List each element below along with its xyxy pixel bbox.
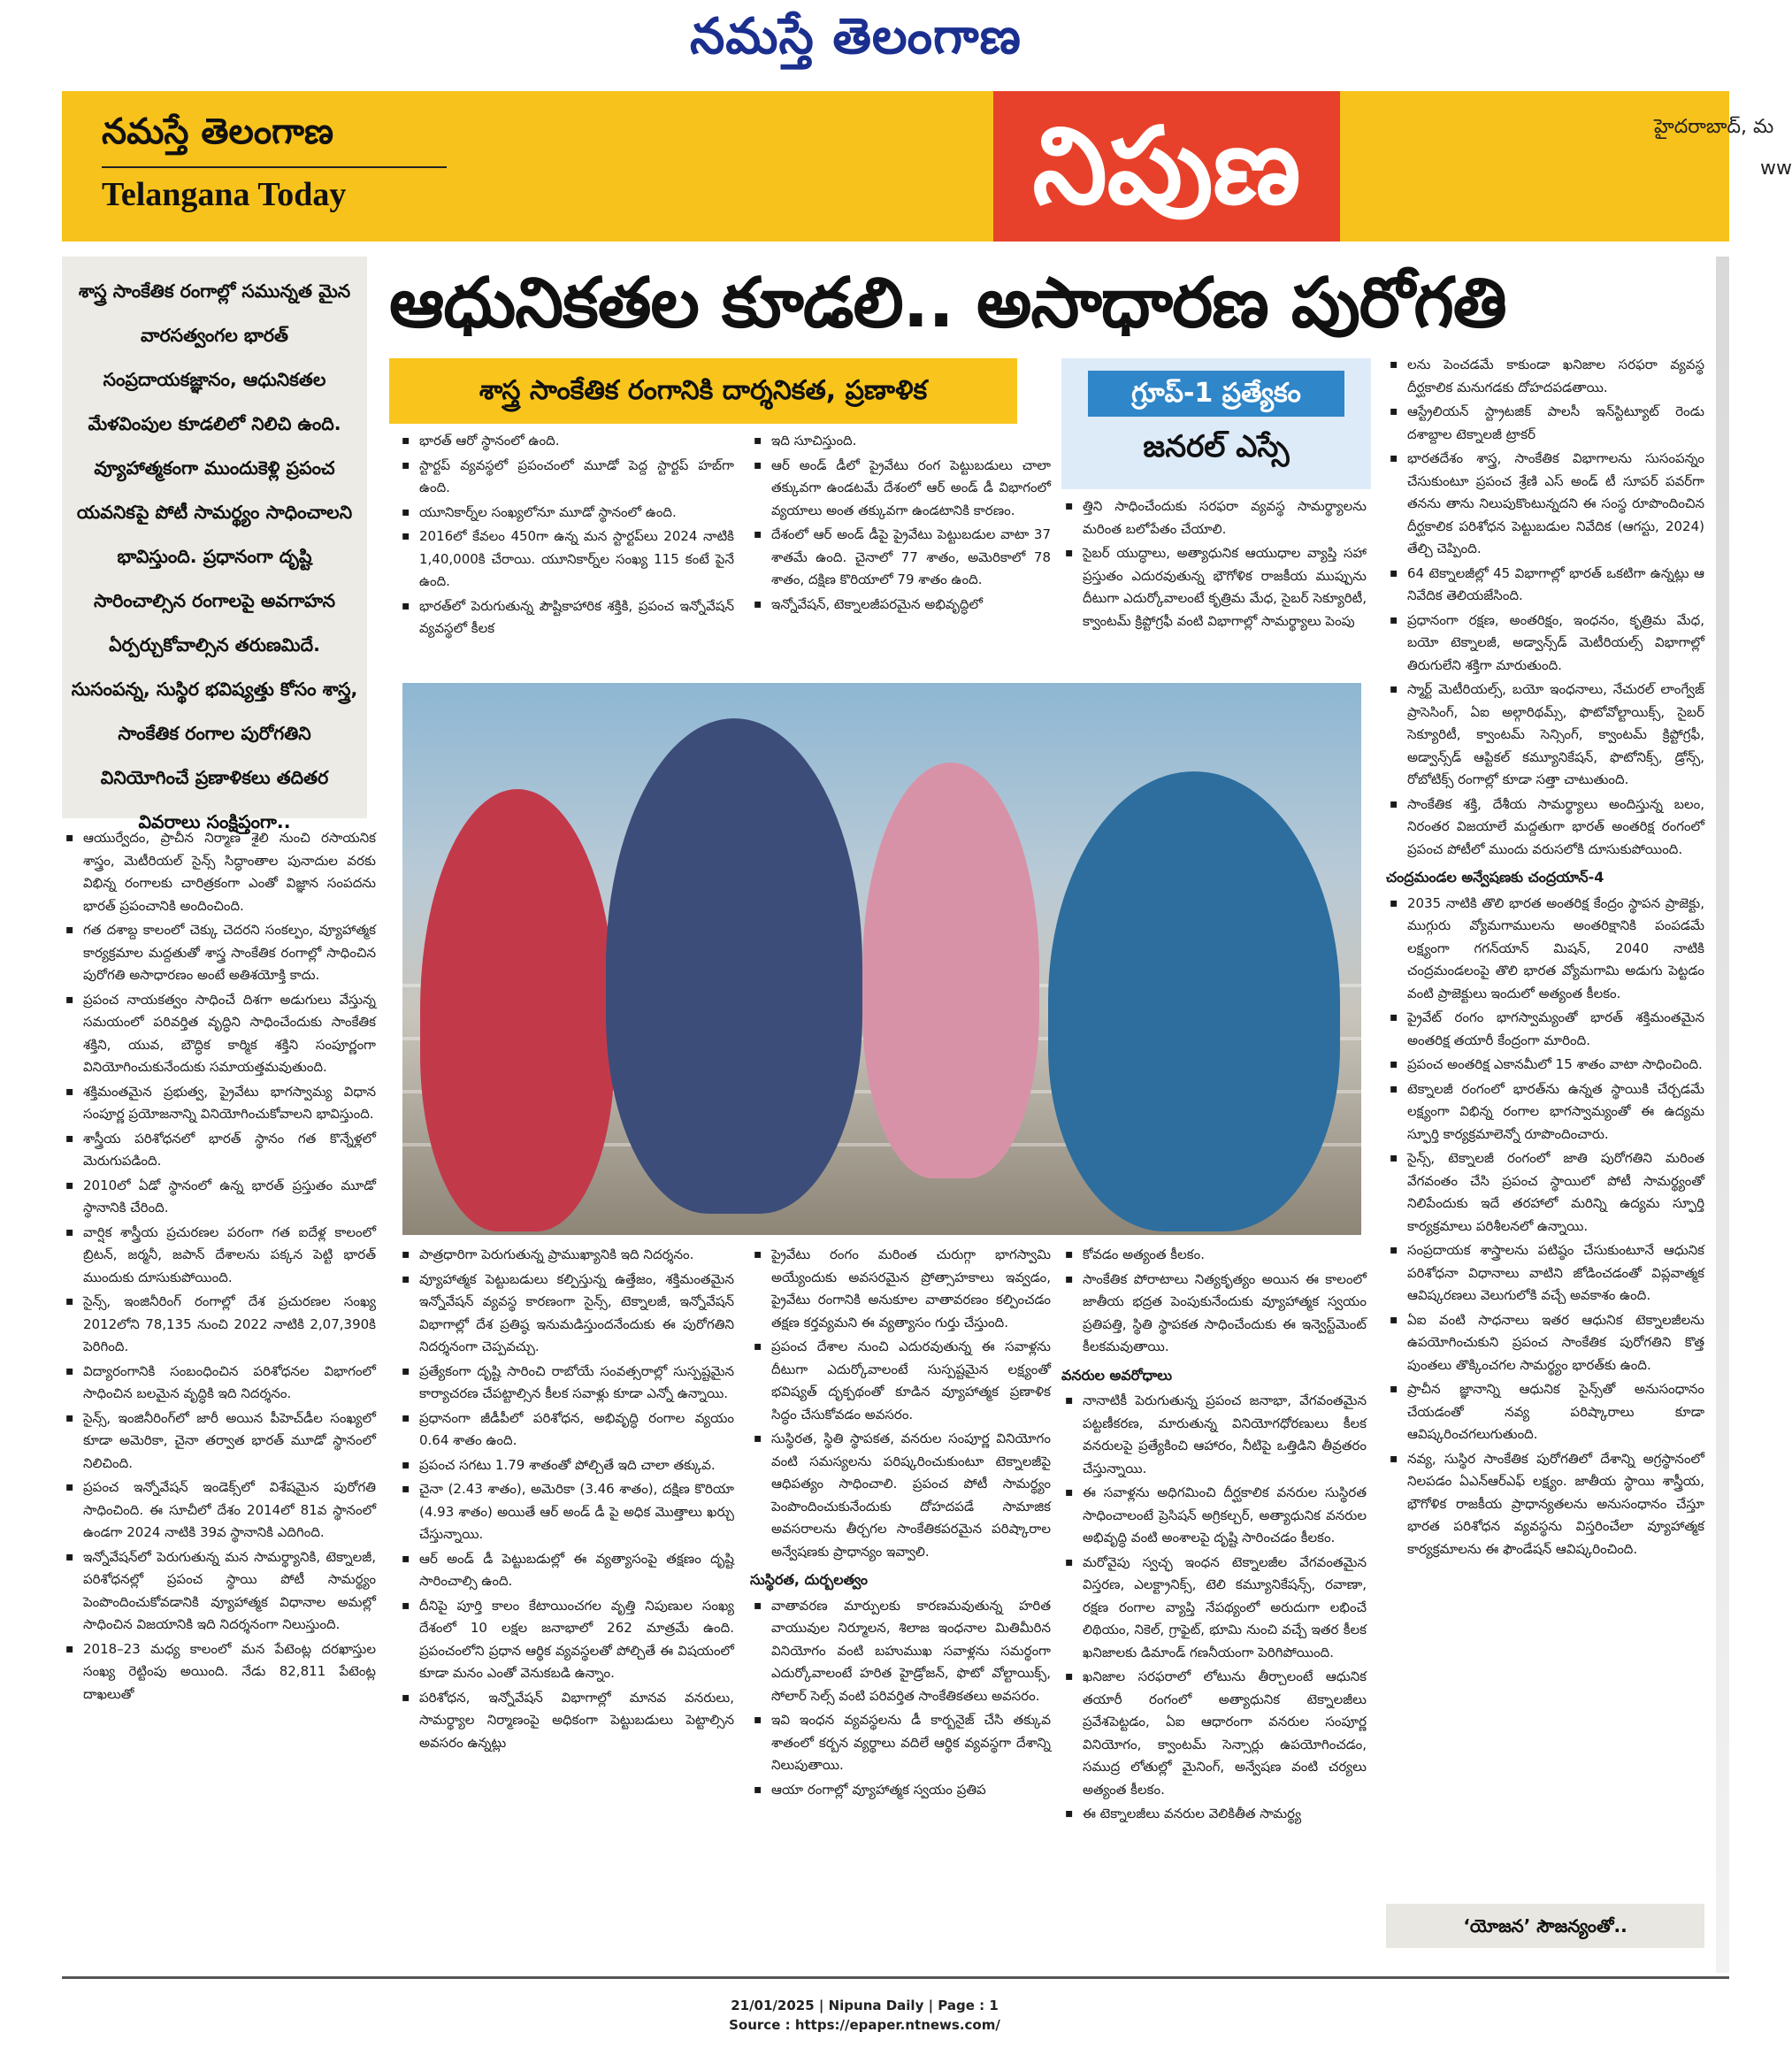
article-bullet: ▪ గత దశాబ్ద కాలంలో చెక్కు చెదరని సంకల్పం, వ్యూహాత్మక కార్యక్రమాల మద్దతుతో శాస్త్ర సాంకేతిక రంగాల్లో సాధించిన పురోగతి అసాధారణం అంటే అతిశయోక్తి కాదు. [62,919,376,987]
column-3-bottom-list [750,1244,1051,1563]
article-bullet: ▪ ప్రధానంగా రక్షణ, అంతరిక్షం, ఇంధనం, కృత్రిమ మేధ, బయో టెక్నాలజీ, అడ్వాన్స్‌డ్ మెటీరియల్స్ విభాగాల్లో తిరుగులేని శక్తిగా మారుతుంది. [1386,610,1704,678]
article-bullet: ▪ శాస్త్రీయ పరిశోధనలో భారత్ స్థానం గత కొన్నేళ్లలో మెరుగుపడింది. [62,1128,376,1173]
article-bullet: ▪ ఇన్నోవేషన్, టెక్నాలజీపరమైన అభివృద్ధిలో [750,594,1051,617]
article-bullet: ▪ మరోవైపు స్వచ్ఛ ఇంధన టెక్నాలజీల వేగవంతమైన విస్తరణ, ఎలక్ట్రానిక్స్, టెలి కమ్యూనికేషన్స్, రవాణా, రక్షణ రంగాల వ్యాప్తి నేపథ్యంలో అరుదుగా లభించే లిథియం, నికెల్, గ్రాఫైట్, భూమి నుంచి వచ్చే ఇతర కీలక ఖనిజాలకు డిమాండ్ గణనీయంగా పెరిగిపోయింది. [1061,1552,1367,1665]
article-bullet: ▪ ఆయా రంగాల్లో వ్యూహాత్మక స్వయం ప్రతిప [750,1779,1051,1802]
student-1-shape [420,789,615,1231]
column-3-top-list [750,430,1051,616]
brand-block [102,111,447,214]
column-3-section-list [750,1595,1051,1802]
dateline: హైదరాబాద్, మ [1654,116,1774,138]
article-bullet: ▪ భారత్‌లో పెరుగుతున్న పౌష్టికాహారిక శక్తికి, ప్రపంచ ఇన్నోవేషన్ వ్యవస్థలో కీలక [398,595,734,640]
article-bullet: ▪ ప్రపంచ అంతరిక్ష ఎకానమీలో 15 శాతం వాటా సాధించింది. [1386,1054,1704,1077]
article-bullet: ▪ సంప్రదాయక శాస్త్రాలను పటిష్ఠం చేసుకుంటూనే ఆధునిక పరిశోధనా విధానాలు వాటిని జోడించడంతో విప్లవాత్మక ఆవిష్కరణలు వెలుగులోకి వచ్చే అవకాశం ఉంది. [1386,1239,1704,1308]
column-5-section-heading: చంద్రమండల అన్వేషణకు చంద్రయాన్-4 [1386,869,1604,886]
article-bullet: ▪ వార్షిక శాస్త్రీయ ప్రచురణల పరంగా గత ఐదేళ్ల కాలంలో బ్రిటన్, జర్మనీ, జపాన్ దేశాలను పక్కన పెట్టి భారత్ ముందుకు దూసుకుపోయింది. [62,1222,376,1290]
article-bullet: ▪ ప్రైవేటు రంగం మరింత చురుగ్గా భాగస్వామి అయ్యేందుకు అవసరమైన ప్రోత్సాహకాలు ఇవ్వడం, ప్రైవేటు రంగానికి అనుకూల వాతావరణం కల్పించడం తక్షణ కర్తవ్యమని ఈ వ్యత్యాసం గుర్తు చేస్తుంది. [750,1244,1051,1334]
article-bullet: ▪ ఇది సూచిస్తుంది. [750,430,1051,453]
column-3-bottom [750,1244,1051,1965]
credit-box: ‘యోజన’ సౌజన్యంతో.. [1386,1904,1704,1948]
article-bullet: ▪ దీనిపై పూర్తి కాలం కేటాయించగల వృత్తి నిపుణుల సంఖ్య దేశంలో 10 లక్షల జనాభాలో 262 మాత్రమే ఉంది. ప్రపంచంలోని ప్రధాన ఆర్థిక వ్యవస్థలతో పోల్చితే ఈ విషయంలో కూడా మనం ఎంతో వెనుకబడి ఉన్నాం. [398,1595,734,1685]
article-bullet: ▪ ఇన్నోవేషన్‌లో పెరుగుతున్న మన సామర్థ్యానికి, టెక్నాలజీ, పరిశోధనల్లో ప్రపంచ స్థాయి పోటీ సామర్థ్యం పెంపొందించుకోవడానికి వ్యూహాత్మక విధానాల అమల్లో సాధించిన విజయానికి ఇది నిదర్శనంగా నిలుస్తుంది. [62,1546,376,1637]
column-5-section-list [1386,893,1704,1561]
article-bullet: ▪ లను పెంచడమే కాకుండా ఖనిజాల సరఫరా వ్యవస్థ దీర్ఘకాలిక మనుగడకు దోహదపడతాయి. [1386,354,1704,399]
series-tag [1061,358,1371,489]
column-2-bottom-list [398,1244,734,1754]
article-bullet: ▪ 2018–23 మధ్య కాలంలో మన పేటెంట్ల దరఖాస్తుల సంఖ్య రెట్టింపు అయింది. నేడు 82,811 పేటెంట్ల దాఖలుతో [62,1638,376,1706]
article-bullet: ▪ ప్రాచీన జ్ఞానాన్ని ఆధునిక సైన్స్‌తో అనుసంధానం చేయడంతో నవ్య పరిష్కారాలు కూడా ఆవిష్కరించగలుగుతుంది. [1386,1378,1704,1446]
article-bullet: ▪ సైన్స్, టెక్నాలజీ రంగంలో జాతి పురోగతిని మరింత వేగవంతం చేసి ప్రపంచ స్థాయిలో పోటీ సామర్థ్యంతో నిలిపేందుకు ఇదే తరహాలో మరిన్ని ఉద్యమ స్ఫూర్తి కార్యక్రమాలు పరిశీలనలో ఉన్నాయి. [1386,1147,1704,1238]
article-bullet: ▪ సాంకేతిక శక్తి, దేశీయ సామర్థ్యాలు అందిస్తున్న బలం, నిరంతర విజయాలే మద్దతుగా భారత్ అంతరిక్ష రంగంలో ప్రపంచ పోటీలో ముందు వరుసలోకి దూసుకుపోయింది. [1386,794,1704,862]
column-2-top-list [398,430,734,640]
column-3-section-heading: సుస్థిరత, దుర్బలత్వం [750,1571,869,1588]
column-4-top [1061,495,1367,677]
article-bullet: ▪ ఇవి ఇంధన వ్యవస్థలను డీ కార్బనైజ్ చేసి తక్కువ శాతంలో కర్బన వ్యర్థాలు వదిలే ఆర్థిక వ్యవస్థగా దేశాన్ని నిలుపుతాయి. [750,1709,1051,1777]
footer-source: Source : https://epaper.ntnews.com/ [729,2017,1000,2033]
article-bullet: ▪ నానాటికీ పెరుగుతున్న ప్రపంచ జనాభా, వేగవంతమైన పట్టణీకరణ, మారుతున్న వినియోగధోరణులు కీలక వనరులపై ప్రత్యేకించి ఆహారం, నీటిపై ఒత్తిడిని తీవ్రతరం చేస్తున్నాయి. [1061,1390,1367,1480]
article-bullet: ▪ సైన్స్, ఇంజినీరింగ్ రంగాల్లో దేశ ప్రచురణల సంఖ్య 2012లోని 78,135 నుంచి 2022 నాటికి 2,07,390కి పెరిగింది. [62,1291,376,1359]
footer-pageinfo: 21/01/2025 | Nipuna Daily | Page : 1 [731,1998,999,2013]
article-bullet: ▪ ప్రపంచ ఇన్నోవేషన్ ఇండెక్స్‌లో విశేషమైన పురోగతి సాధించింది. ఈ సూచీలో దేశం 2014లో 81వ స్థానంలో ఉండగా 2024 నాటికి 39వ స్థానానికి ఎదిగింది. [62,1476,376,1545]
article-bullet: ▪ త్తిని సాధించేందుకు సరఫరా వ్యవస్థ సామర్థ్యాలను మరింత బలోపేతం చేయాలి. [1061,495,1367,541]
article-bullet: ▪ కోవడం అత్యంత కీలకం. [1061,1244,1367,1267]
intro-text: శాస్త్ర సాంకేతిక రంగాల్లో సమున్నత మైన వారసత్వంగల భారత్ సంప్రదాయకజ్ఞానం, ఆధునికతల మేళవింపుల కూడలిలో నిలిచి ఉంది. వ్యూహాత్మకంగా ముందుకెళ్లి ప్రపంచ యవనికపై పోటీ సామర్థ్యం సాధించాలని భావిస్తుంది. ప్రధానంగా దృష్టి సారించాల్సిన రంగాలపై అవగాహన ఏర్పర్చుకోవాల్సిన తరుణమిదే. సుసంపన్న, సుస్థిర భవిష్యత్తు కోసం శాస్త్ర, సాంకేతిక రంగాల పురోగతిని వినియోగించే ప్రణాళికలు తదితర వివరాలు సంక్షిప్తంగా.. [71,280,358,832]
column-5-list [1386,354,1704,861]
article-bullet: ▪ ప్రధానంగా జీడీపీలో పరిశోధన, అభివృద్ధి రంగాల వ్యయం 0.64 శాతం ఉంది. [398,1407,734,1453]
article-bullet: ▪ యూనికార్న్‌ల సంఖ్యలోనూ మూడో స్థానంలో ఉంది. [398,502,734,525]
article-bullet: ▪ పాత్రధారిగా పెరుగుతున్న ప్రాముఖ్యానికి ఇది నిదర్శనం. [398,1244,734,1267]
masthead-logo: నమస్తే తెలంగాణ [690,7,1022,65]
article-bullet: ▪ 2010లో ఏడో స్థానంలో ఉన్న భారత్ ప్రస్తుతం మూడో స్థానానికి చేరింది. [62,1175,376,1220]
student-2-shape [606,718,862,1214]
article-bullet: ▪ స్టార్టప్ వ్యవస్థలో ప్రపంచంలో మూడో పెద్ద స్టార్టప్ హబ్‌గా ఉంది. [398,455,734,500]
column-2-bottom [398,1244,734,1965]
intro-box [62,257,367,832]
page-edge [1716,257,1729,1973]
article-bullet: ▪ పరిశోధన, ఇన్నోవేషన్ విభాగాల్లో మానవ వనరులు, సామర్థ్యాల నిర్మాణంపై అధికంగా పెట్టుబడులు పెట్టాల్సిన అవసరం ఉన్నట్లు [398,1687,734,1755]
article-bullet: ▪ ఆస్ట్రేలియన్ స్ట్రాటజిక్ పాలసీ ఇన్‌స్టిట్యూట్ రెండు దశాబ్దాల టెక్నాలజీ ట్రాకర్ [1386,401,1704,446]
column-4-top-list [1061,495,1367,633]
article-bullet: ▪ స్మార్ట్ మెటీరియల్స్, బయో ఇంధనాలు, నేచురల్ లాంగ్వేజ్ ప్రాసెసింగ్, ఏఐ అల్గారిథమ్స్, ఫొటోవోల్టాయిక్స్, సైబర్ సెక్యూరిటీ, క్వాంటమ్ సెన్సింగ్, క్వాంటమ్ క్రిప్టోగ్రఫీ, అడ్వాన్స్‌డ్ ఆప్టికల్ కమ్యూనికేషన్, ఫొటోనిక్స్, డ్రోన్స్, రోబోటిక్స్ రంగాల్లో కూడా సత్తా చాటుతుంది. [1386,679,1704,792]
subheadline: శాస్త్ర సాంకేతిక రంగానికి దార్శనికత, ప్రణాళిక [389,358,1017,424]
brand-telugu: నమస్తే తెలంగాణ [102,111,447,168]
column-4-section-list [1061,1390,1367,1826]
article-bullet: ▪ 2016లో కేవలం 450గా ఉన్న మన స్టార్టప్‌లు 2024 నాటికి 1,40,000కి చేరాయి. యూనికార్న్‌ల సంఖ్య 115 కంటే పైనే ఉంది. [398,525,734,594]
brand-english: Telangana Today [102,176,347,213]
column-4-bottom-list [1061,1244,1367,1359]
article-bullet: ▪ ప్రపంచ సగటు 1.79 శాతంతో పోల్చితే ఇది చాలా తక్కువ. [398,1454,734,1477]
column-1 [62,827,376,1959]
masthead [0,0,1729,84]
article-bullet: ▪ విద్యారంగానికి సంబంధించిన పరిశోధనల విభాగంలో సాధించిన బలమైన వృద్ధికి ఇది నిదర్శనం. [62,1361,376,1406]
article-bullet: ▪ ఆర్ అండ్ డీ పెట్టుబడుల్లో ఈ వ్యత్యాసంపై తక్షణం దృష్టి సారించాల్సి ఉంది. [398,1548,734,1593]
article-bullet: ▪ దేశంలో ఆర్ అండ్ డీపై ప్రైవేటు పెట్టుబడుల వాటా 37 శాతమే ఉంది. చైనాలో 77 శాతం, అమెరికాలో 78 శాతం, దక్షిణ కొరియాలో 79 శాతం ఉంది. [750,524,1051,592]
series-label: గ్రూప్-1 ప్రత్యేకం [1088,371,1344,417]
article-bullet: ▪ ఈ టెక్నాలజీలు వనరుల వెలికితీత సామర్థ్య [1061,1803,1367,1826]
column-1-list [62,827,376,1706]
section-title: నిపుణ [993,91,1340,242]
article-bullet: ▪ టెక్నాలజీ రంగంలో భారత్‌ను ఉన్నత స్థాయికి చేర్చడమే లక్ష్యంగా విభిన్న రంగాల భాగస్వామ్యంతో ఈ ఉద్యమ స్ఫూర్తి కార్యక్రమాలెన్నో రూపొందించారు. [1386,1078,1704,1147]
article-bullet: ▪ ప్రైవేట్ రంగం భాగస్వామ్యంతో భారత్ శక్తిమంతమైన అంతరిక్ష తయారీ కేంద్రంగా మారింది. [1386,1007,1704,1052]
article-bullet: ▪ 64 టెక్నాలజీల్లో 45 విభాగాల్లో భారత్ ఒకటిగా ఉన్నట్లు ఆ నివేదిక తెలియజేసింది. [1386,563,1704,608]
article-bullet: ▪ ప్రత్యేకంగా దృష్టి సారించి రాబోయే సంవత్సరాల్లో సుస్పష్టమైన కార్యాచరణ చేపట్టాల్సిన కీలక సవాళ్లు కూడా ఎన్నో ఉన్నాయి. [398,1361,734,1406]
headline: ఆధునికతల కూడలి.. అసాధారణ పురోగతి [389,264,1506,343]
student-4-shape [1048,771,1340,1231]
students-photo [402,683,1361,1235]
article-bullet: ▪ సైబర్ యుద్ధాలు, అత్యాధునిక ఆయుధాల వ్యాప్తి సహా ప్రస్తుతం ఎదురవుతున్న భౌగోళిక రాజకీయ ముప్పును దీటుగా ఎదుర్కోవాలంటే కృత్రిమ మేధ, సైబర్ సెక్యూరిటీ, క్వాంటమ్ క్రిప్టోగ్రఫీ వంటి విభాగాల్లో సామర్థ్యాలు పెంపు [1061,542,1367,633]
section-banner [62,91,1792,242]
article-bullet: ▪ వ్యూహాత్మక పెట్టుబడులు కల్పిస్తున్న ఉత్తేజం, శక్తిమంతమైన ఇన్నోవేషన్ వ్యవస్థ కారణంగా సైన్స్, టెక్నాలజీ, ఇన్నోవేషన్ విభాగాల్లో దేశ ప్రతిష్ఠ ఇనుమడిస్తుందనేందుకు ఈ పురోగతిని నిదర్శనంగా చెప్పవచ్చు. [398,1269,734,1359]
article-bullet: ▪ ప్రపంచ నాయకత్వం సాధించే దిశగా అడుగులు వేస్తున్న సమయంలో పరివర్తిత వృద్ధిని సాధించేందుకు సాంకేతిక శక్తిని, యువ, బౌద్ధిక కార్మిక శక్తిని సంపూర్ణంగా వినియోగించుకునేందుకు సమాయత్తమవుతుంది. [62,989,376,1079]
article-bullet: ▪ భారత్ ఆరో స్థానంలో ఉంది. [398,430,734,453]
article-bullet: ▪ సాంకేతిక పోరాటాలు నిత్యకృత్యం అయిన ఈ కాలంలో జాతీయ భద్రత పెంపుకునేందుకు వ్యూహాత్మక స్వయం ప్రతిపత్తి, స్థితి స్థాపకత సాధించేందుకు ఈ ఇన్వెస్ట్‌మెంట్ కీలకమవుతాయి. [1061,1269,1367,1359]
student-3-shape [862,763,1039,1178]
footer-rule [62,1976,1729,1979]
article-bullet: ▪ 2035 నాటికి తొలి భారత అంతరిక్ష కేంద్రం స్థాపన ప్రాజెక్టు, ముగ్గురు వ్యోమగాములను అంతరిక్షానికి పంపడమే లక్ష్యంగా గగన్‌యాన్ మిషన్, 2040 నాటికి చంద్రమండలంపై తొలి భారత వ్యోమగామి అడుగు పెట్టడం వంటి ప్రాజెక్టులు ఇందులో అత్యంత కీలకం. [1386,893,1704,1006]
article-bullet: ▪ ఆర్ అండ్ డీలో ప్రైవేటు రంగ పెట్టుబడులు చాలా తక్కువగా ఉండటమే దేశంలో ఆర్ అండ్ డీ విభాగంలో వ్యయాలు అంత తక్కువగా ఉండటానికి కారణం. [750,455,1051,523]
column-4-section-heading: వనరుల అవరోధాలు [1061,1366,1173,1384]
article-bullet: ▪ ఈ సవాళ్లను అధిగమించి దీర్ఘకాలిక వనరుల సుస్థిరత సాధించాలంటే ప్రెసిషన్ అగ్రికల్చర్, అత్యాధునిక వనరుల అభివృద్ధి వంటి అంశాలపై దృష్టి సారించడం కీలకం. [1061,1482,1367,1550]
article-bullet: ▪ భారతదేశం శాస్త్ర, సాంకేతిక విభాగాలను సుసంపన్నం చేసుకుంటూ ప్రపంచ శ్రేణి ఎస్ అండ్ టీ సూపర్ పవర్‌గా తనను తాను నిలుపుకొంటున్నదని ఈ సంస్థ రూపొందించిన దీర్ఘకాలిక పరిశోధన పెట్టుబడుల నివేదిక (ఆగస్టు, 2024) తేల్చి చెప్పింది. [1386,448,1704,561]
article-bullet: ▪ నవ్య, సుస్థిర సాంకేతిక పురోగతిలో దేశాన్ని అగ్రస్థానంలో నిలపడం ఏఎన్‌ఆర్‌ఎఫ్ లక్ష్యం. జాతీయ స్థాయి శాస్త్రీయ, భౌగోళిక రాజకీయ ప్రాధాన్యతలను అనుసంధానం చేస్తూ భారత పరిశోధన వ్యవస్థను విస్తరించేలా వ్యూహాత్మక కార్యక్రమాలను ఈ ఫౌండేషన్ ఆవిష్కరించింది. [1386,1448,1704,1561]
series-subject: జనరల్ ఎస్సే [1143,429,1290,464]
article-bullet: ▪ సైన్స్, ఇంజినీరింగ్‌లో జారీ అయిన పీహెచ్‌డీల సంఖ్యలో కూడా అమెరికా, చైనా తర్వాత భారత్ మూడో స్థానంలో నిలిచింది. [62,1407,376,1476]
article-bullet: ▪ సుస్థిరత, స్థితి స్థాపకత, వనరుల సంపూర్ణ వినియోగం వంటి సమస్యలను పరిష్కరించుకుంటూ టెక్నాలజీపై ఆధిపత్యం సాధించాలి. ప్రపంచ పోటీ సామర్థ్యం పెంపొందించుకునేందుకు దోహదపడే సామాజిక అవసరాలను తీర్చగల సాంకేతికపరమైన పరిష్కారాల అన్వేషణకు ప్రాధాన్యం ఇవ్వాలి. [750,1428,1051,1563]
article-bullet: ▪ ఏఐ వంటి సాధనాలు ఇతర ఆధునిక టెక్నాలజీలను ఉపయోగించుకుని ప్రపంచ సాంకేతిక పురోగతిని కొత్త పుంతలు తొక్కించగల సామర్థ్యం భారత్‌కు ఉంది. [1386,1309,1704,1377]
article-bullet: ▪ శక్తిమంతమైన ప్రభుత్వ, ప్రైవేటు భాగస్వామ్య విధాన సంపూర్ణ ప్రయోజనాన్ని వినియోగించుకోవాలని భావిస్తుంది. [62,1081,376,1126]
website-fragment: ww [1760,157,1792,180]
article-bullet: ▪ ప్రపంచ దేశాల నుంచి ఎదురవుతున్న ఈ సవాళ్లను దీటుగా ఎదుర్కోవాలంటే సుస్పష్టమైన లక్ష్యంతో భవిష్యత్ దృక్పథంతో కూడిన వ్యూహాత్మక ప్రణాళిక సిద్ధం చేసుకోవడం అవసరం. [750,1336,1051,1426]
column-3-top [750,430,1051,678]
article-bullet: ▪ ఖనిజాల సరఫరాలో లోటును తీర్చాలంటే ఆధునిక తయారీ రంగంలో అత్యాధునిక టెక్నాలజీలు ప్రవేశపెట్టడం, ఏఐ ఆధారంగా వనరుల సంపూర్ణ వినియోగం, క్వాంటమ్ సెన్సార్లు ఉపయోగించడం, సముద్ర లోతుల్లో మైనింగ్, అన్వేషణ వంటి చర్యలు అత్యంత కీలకం. [1061,1666,1367,1801]
column-2-top [398,430,734,678]
column-5 [1386,354,1704,1898]
column-4-bottom [1061,1244,1367,1965]
article-bullet: ▪ చైనా (2.43 శాతం), అమెరికా (3.46 శాతం), దక్షిణ కొరియా (4.93 శాతం) అయితే ఆర్ అండ్ డీ పై అధిక మొత్తాలు ఖర్చు చేస్తున్నాయి. [398,1478,734,1546]
article-bullet: ▪ ఆయుర్వేదం, ప్రాచీన నిర్మాణ శైలి నుంచి రసాయనిక శాస్త్రం, మెటీరియల్ సైన్స్ సిద్ధాంతాల పునాదుల వరకు విభిన్న రంగాలకు చారిత్రకంగా ఎంతో విజ్ఞాన సంపదను భారత్ ప్రపంచానికి అందించింది. [62,827,376,917]
article-bullet: ▪ వాతావరణ మార్పులకు కారణమవుతున్న హరిత వాయువుల నిర్మూలన, శిలాజ ఇంధనాల మితిమీరిన వినియోగం వంటి బహుముఖ సవాళ్లను సమర్థంగా ఎదుర్కోవాలంటే హరిత హైడ్రోజన్, ఫొటో వోల్టాయిక్స్, సోలార్ సెల్స్ వంటి పరివర్తిత సాంకేతికతలు అవసరం. [750,1595,1051,1708]
